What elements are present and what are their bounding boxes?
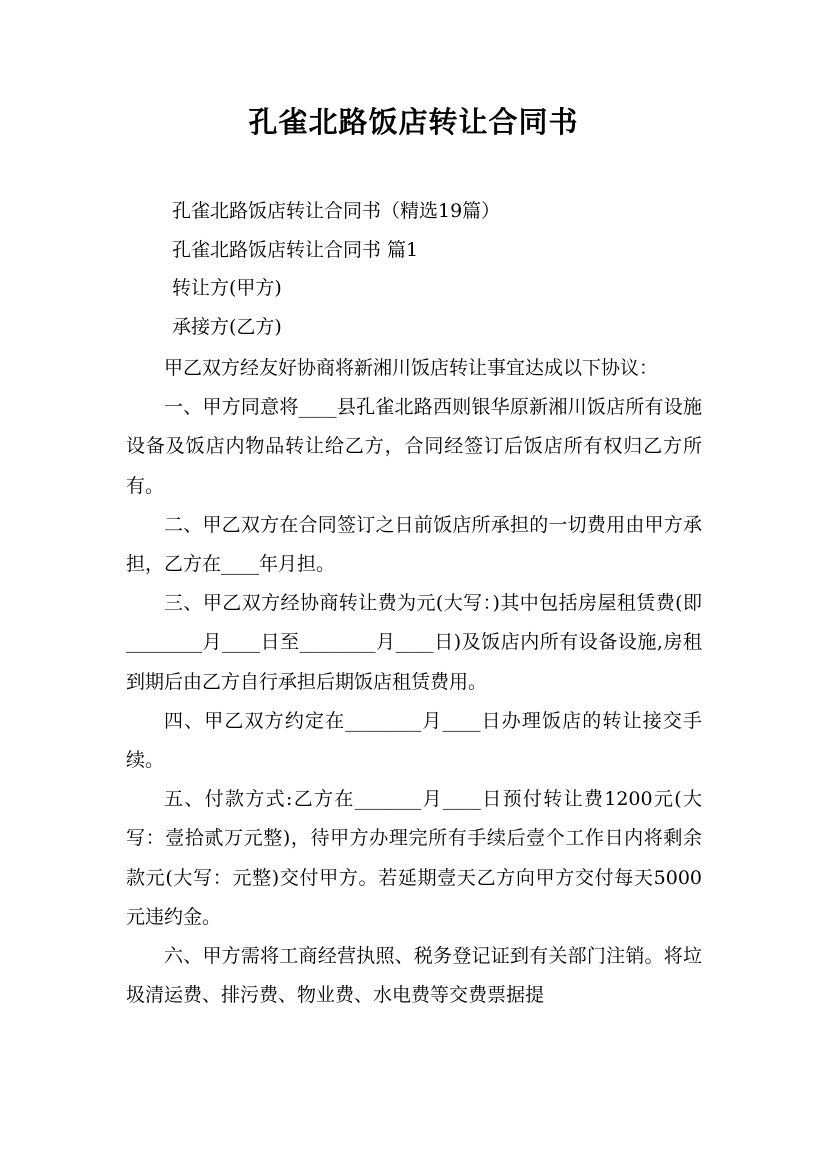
paragraph: 五、付款方式:乙方在_______月____日预付转让费1200元(大写：壹拾贰万元整)，待甲方办理完所有手续后壹个工作日内将剩余款元(大写：元整)交付甲方。若延期壹天乙方向甲方交付每天5000元违约金。 [126,788,702,928]
paragraph: 二、甲乙双方在合同签订之日前饭店所承担的一切费用由甲方承担，乙方在____年月担。 [126,513,702,576]
paragraph: 三、甲乙双方经协商转让费为元(大写：)其中包括房屋租赁费(即________月____日至________月____日)及饭店内所有设备设施,房租到期后由乙方自行承担后期饭店租赁费用。 [126,592,702,693]
intro-line: 孔雀北路饭店转让合同书（精选19篇） [172,200,501,222]
document-body [126,349,702,1015]
paragraph: 六、甲方需将工商经营执照、税务登记证到有关部门注销。将垃圾清运费、排污费、物业费、水电费等交费票据提 [126,945,702,1007]
intro-line: 转让方(甲方) [172,277,282,299]
paragraph: 四、甲乙双方约定在________月____日办理饭店的转让接交手续。 [126,709,702,772]
intro-line: 孔雀北路饭店转让合同书 篇1 [172,239,419,261]
paragraph: 甲乙双方经友好协商将新湘川饭店转让事宜达成以下协议： [164,357,659,379]
paragraph: 一、甲方同意将____县孔雀北路西则银华原新湘川饭店所有设施设备及饭店内物品转让给乙方，合同经签订后饭店所有权归乙方所有。 [126,396,702,497]
intro-line: 承接方(乙方) [172,316,282,338]
document-title: 孔雀北路饭店转让合同书 [248,105,579,139]
